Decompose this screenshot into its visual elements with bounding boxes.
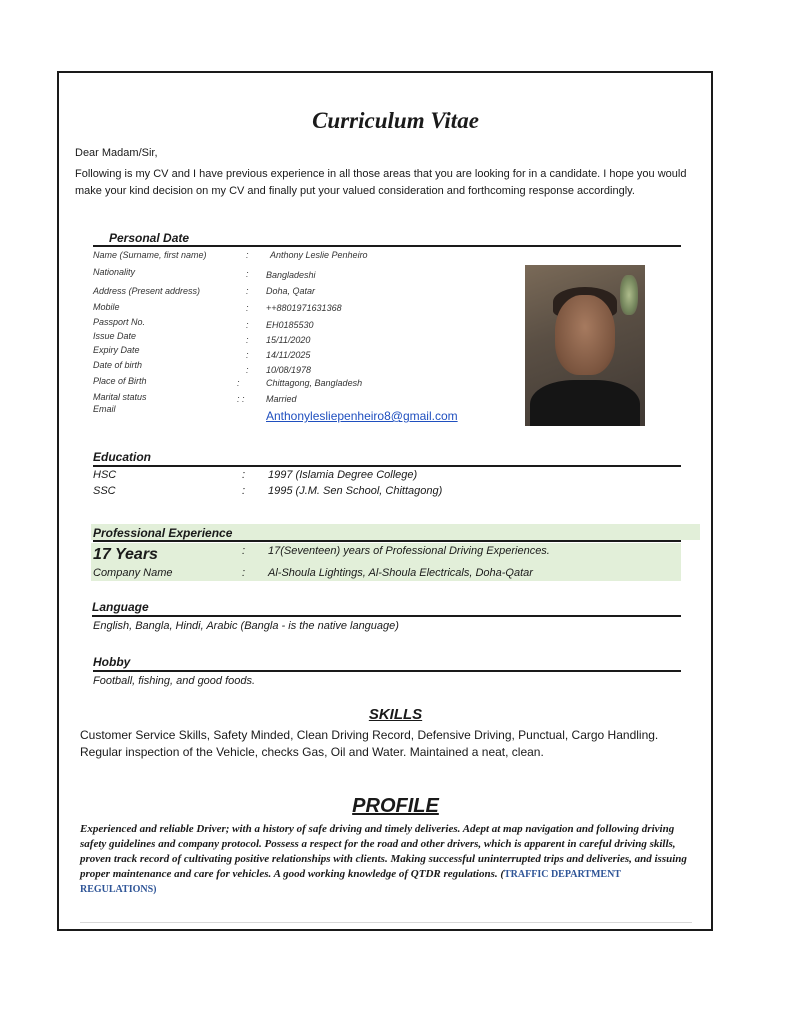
- pd-colon: :: [246, 350, 249, 360]
- personal-rule: [93, 245, 681, 247]
- years-value: 17(Seventeen) years of Professional Driving Experiences.: [268, 545, 550, 557]
- page-title: Curriculum Vitae: [312, 108, 479, 133]
- intro-paragraph: Following is my CV and I have previous experience in all those areas that you are looking for in a candidate. I hope you would make your kind decision on my CV and finally put your valued consideration and forthcoming response accordingly.: [75, 168, 687, 197]
- years-experience: 17 Years: [93, 546, 158, 563]
- hobby-rule: [93, 670, 681, 672]
- education-heading: Education: [93, 450, 152, 464]
- hobby-heading: Hobby: [93, 655, 131, 669]
- skills-text: Customer Service Skills, Safety Minded, Clean Driving Record, Defensive Driving, Punctual, Cargo Handling. Regular inspection of the Vehicle, checks Gas, Oil and Water. Maintained a neat, clean.: [80, 728, 659, 759]
- pd-value: Bangladeshi: [266, 270, 316, 280]
- edu-label: SSC: [93, 485, 116, 497]
- company-value: Al-Shoula Lightings, Al-Shoula Electricals, Doha-Qatar: [268, 567, 533, 579]
- company-colon: :: [242, 567, 246, 579]
- profile-photo: [525, 265, 645, 426]
- profile-body: Experienced and reliable Driver; with a history of safe driving and timely deliveries. Adept at map navigation and following driving safety guidelines and company protocol. Possess a respect for the road and other drivers, which is apparent in careful driving skills, proven track record of cultivating positive relationships with clients. Making successful uninterrupted trips and deliveries, and issuing proper maintenance and care for vehicles. A good working knowledge of QTDR regulations. (: [80, 823, 687, 880]
- edu-value: 1995 (J.M. Sen School, Chittagong): [268, 485, 443, 497]
- language-text: English, Bangla, Hindi, Arabic (Bangla - is the native language): [93, 620, 399, 632]
- pd-value: Married: [266, 394, 297, 404]
- email-link[interactable]: Anthonylesliepenheiro8@gmail.com: [266, 409, 458, 423]
- language-heading: Language: [92, 600, 149, 614]
- profile-heading: PROFILE: [352, 795, 439, 817]
- pd-colon: :: [246, 320, 249, 330]
- pd-value: 15/11/2020: [266, 335, 311, 345]
- pd-value: ++8801971631368: [266, 303, 342, 313]
- pd-value: Anthony Leslie Penheiro: [270, 250, 368, 260]
- pd-colon: :: [246, 269, 249, 279]
- pd-label: Name (Surname, first name): [93, 250, 207, 260]
- experience-rule: [93, 540, 681, 542]
- pd-colon: :: [246, 335, 249, 345]
- education-rule: [93, 465, 681, 467]
- experience-heading: Professional Experience: [93, 526, 233, 540]
- pd-value: 10/08/1978: [266, 365, 312, 375]
- pd-colon: :: [246, 365, 249, 375]
- tdr-close: ): [153, 884, 157, 895]
- footer-rule: [80, 922, 692, 923]
- skills-heading: SKILLS: [368, 706, 423, 723]
- pd-label: Passport No.: [93, 317, 146, 327]
- language-rule: [92, 615, 681, 617]
- years-colon: :: [242, 545, 246, 557]
- pd-label: Mobile: [93, 302, 120, 312]
- pd-colon: :: [237, 378, 240, 388]
- pd-label: Address (Present address): [93, 286, 201, 296]
- pd-label: Marital status: [93, 392, 147, 402]
- pd-label: Date of birth: [93, 360, 143, 370]
- pd-label: Nationality: [93, 267, 136, 277]
- pd-value: Doha, Qatar: [266, 286, 316, 296]
- email-label: Email: [93, 404, 116, 414]
- pd-colon: :: [246, 303, 249, 313]
- edu-colon: :: [242, 485, 246, 497]
- pd-value: EH0185530: [266, 320, 314, 330]
- company-label: Company Name: [93, 567, 173, 579]
- pd-value: 14/11/2025: [266, 350, 311, 360]
- pd-label: Expiry Date: [93, 345, 140, 355]
- pd-colon: :: [246, 250, 249, 260]
- edu-label: HSC: [93, 469, 117, 481]
- pd-value: Chittagong, Bangladesh: [266, 378, 363, 388]
- salutation: Dear Madam/Sir,: [75, 147, 158, 159]
- tdr-note: TRAFFIC DEPARTMENT REGULATIONS: [80, 869, 621, 895]
- pd-label: Issue Date: [93, 331, 137, 341]
- profile-text: [80, 822, 695, 897]
- edu-colon: :: [242, 469, 246, 481]
- edu-value: 1997 (Islamia Degree College): [268, 469, 418, 481]
- personal-heading: Personal Date: [109, 231, 190, 245]
- pd-colon: : :: [237, 394, 245, 404]
- pd-label: Place of Birth: [93, 376, 147, 386]
- pd-colon: :: [246, 286, 249, 296]
- hobby-text: Football, fishing, and good foods.: [93, 675, 256, 687]
